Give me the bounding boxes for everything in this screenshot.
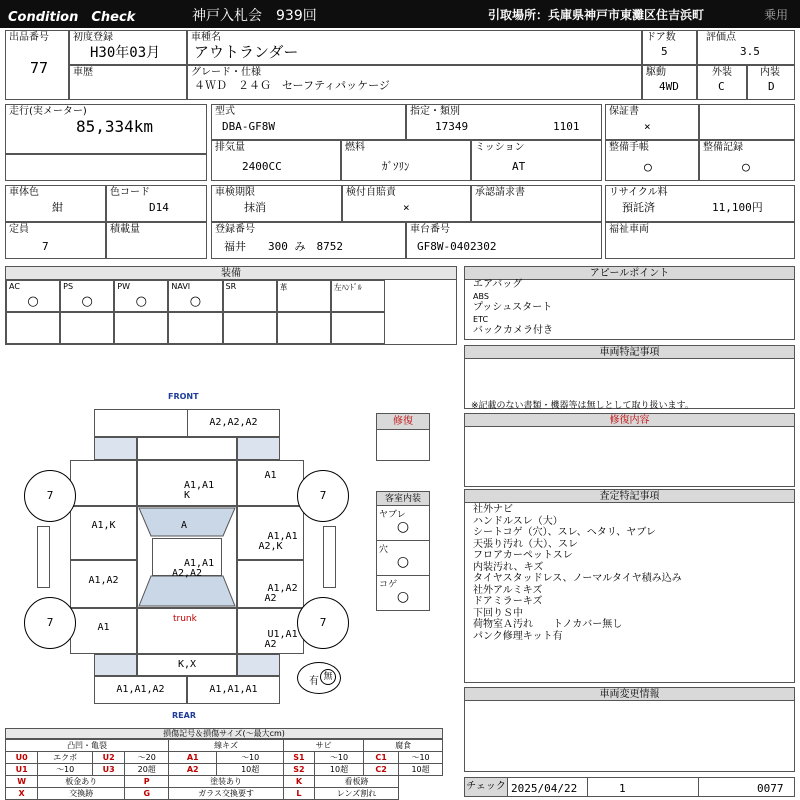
assessment-line: フロアカーペットスレ bbox=[473, 550, 573, 561]
check-num: 1 bbox=[619, 782, 626, 795]
plate: 福井 300 み 8752 bbox=[224, 240, 343, 253]
right-quarter: U1,A1 A2 bbox=[237, 608, 304, 654]
equipment-value: ○ bbox=[135, 294, 147, 309]
equipment-3 bbox=[168, 280, 222, 312]
cabin-item-label: ヤブレ bbox=[379, 510, 406, 520]
windshield-label: A bbox=[181, 520, 188, 531]
recycle-cell: リサイクル料 預託済 11,100円 bbox=[605, 185, 795, 222]
legend-group: 線キズ bbox=[169, 740, 284, 752]
record-cell: 整備記録 ○ bbox=[699, 140, 795, 181]
cabin-item-value: ○ bbox=[396, 554, 410, 570]
legend-code: U1 bbox=[6, 764, 38, 776]
chassis: GF8W-0402302 bbox=[417, 240, 497, 253]
drive-cell: 駆動 4WD bbox=[642, 65, 697, 100]
assessment-line: 下回りＳ中 bbox=[473, 607, 523, 619]
grade: ４ＷＤ ２４Ｇ セーフティパッケージ bbox=[194, 79, 390, 92]
equipment-title: 装備 bbox=[6, 267, 456, 280]
equipment-value: ○ bbox=[189, 294, 202, 309]
legend-code: K bbox=[284, 776, 315, 788]
auction-title: 神戸入札会 939回 bbox=[192, 8, 317, 24]
cabin-item-label: コゲ bbox=[379, 580, 398, 590]
doors-cell: ドア数 5 bbox=[642, 30, 697, 65]
spare-label: 有 bbox=[309, 676, 319, 687]
assessment-line: シートコゲ（穴）、スレ、ヘタリ、ヤブレ bbox=[473, 527, 656, 538]
equipment-label: 左ﾊﾝﾄﾞﾙ bbox=[333, 283, 362, 292]
capacity-cell: 定員 7 bbox=[5, 222, 106, 259]
class-cell: 指定・類別 17349 1101 bbox=[406, 104, 602, 140]
vehicle-category: 乗用 bbox=[764, 8, 789, 22]
equipment-label: PW bbox=[117, 282, 130, 291]
rear-bumper-right: A1,A1,A1 bbox=[187, 676, 280, 704]
trans-cell: ミッション AT bbox=[471, 140, 602, 181]
repair-panel bbox=[464, 413, 795, 487]
right-front-door: A1,A1 A2,K bbox=[237, 506, 304, 560]
capacity: 7 bbox=[42, 240, 49, 253]
equipment-label: 革 bbox=[279, 283, 288, 292]
recycle-fee: 11,100円 bbox=[712, 201, 763, 214]
trunk-label: trunk bbox=[173, 614, 197, 624]
equipment-extra-2 bbox=[114, 312, 168, 344]
load-cell: 積載量 bbox=[106, 222, 207, 259]
left-front-door: A1,K bbox=[70, 506, 137, 560]
rear-corner-right bbox=[237, 654, 280, 676]
mileage-cell: 走行(実メーター) 85,334km bbox=[5, 104, 207, 154]
changes-title: 車両変更情報 bbox=[465, 688, 794, 701]
equipment-extra-6 bbox=[331, 312, 385, 344]
special-title: 車両特記事項 bbox=[465, 346, 794, 359]
rear-corner-left bbox=[94, 654, 137, 676]
cabin-item bbox=[377, 506, 429, 541]
equipment-extra-1 bbox=[60, 312, 114, 344]
appeal-line: プッシュスタート bbox=[473, 302, 553, 313]
front-corner-right bbox=[237, 437, 280, 460]
special-panel bbox=[464, 345, 795, 409]
class-a: 17349 bbox=[435, 120, 469, 133]
legend-desc: 〜10 bbox=[314, 752, 363, 764]
repair-box-title: 修復 bbox=[377, 414, 429, 430]
left-quarter: A1 bbox=[70, 608, 137, 654]
legend-code: U2 bbox=[93, 752, 125, 764]
check-code: 0077 bbox=[757, 782, 784, 795]
model: DBA-GF8W bbox=[222, 120, 275, 133]
legend-desc: 〜10 bbox=[217, 752, 284, 764]
rear-bumper-left: A1,A1,A2 bbox=[94, 676, 187, 704]
approval-cell: 承認請求書 bbox=[471, 185, 602, 222]
warranty-cell: 保証書 × bbox=[605, 104, 699, 140]
check-row bbox=[464, 777, 795, 797]
legend-group: 凸凹・亀裂 bbox=[6, 740, 169, 752]
equipment-4 bbox=[223, 280, 277, 312]
spare-tire bbox=[297, 662, 341, 694]
warranty-blank bbox=[699, 104, 795, 140]
right-rear-door: A1,A2 A2 bbox=[237, 560, 304, 608]
lot-cell: 出品番号 77 bbox=[5, 30, 69, 100]
left-mirror bbox=[37, 526, 50, 588]
assessment-line: 天張り汚れ（大）、スレ bbox=[473, 538, 578, 550]
legend-group: 腐食 bbox=[364, 740, 443, 752]
tax: × bbox=[403, 201, 410, 214]
legend-group: サビ bbox=[284, 740, 364, 752]
tire-rear-left: 7 bbox=[24, 597, 76, 649]
roof: A1,A1 A2,A2 bbox=[152, 538, 222, 576]
check-date: 2025/04/22 bbox=[511, 782, 578, 795]
equipment-table bbox=[5, 266, 457, 345]
legend-code: C1 bbox=[364, 752, 399, 764]
cabin-item bbox=[377, 541, 429, 576]
damage-legend bbox=[5, 728, 443, 800]
mileage: 85,334km bbox=[76, 117, 154, 136]
manual: ○ bbox=[644, 160, 652, 175]
appeal-line: ETC bbox=[473, 314, 489, 324]
header-bar bbox=[0, 0, 800, 28]
equipment-extra-3 bbox=[168, 312, 222, 344]
assessment-line: 荷物室Ａ汚れ トノカバー無し bbox=[473, 619, 623, 630]
pickup-location: 引取場所：兵庫県神戸市東灘区住吉浜町 bbox=[488, 8, 705, 22]
cabin-title: 客室内装 bbox=[377, 492, 429, 506]
legend-code: U0 bbox=[6, 752, 38, 764]
equipment-label: PS bbox=[63, 282, 74, 291]
plate-cell: 登録番号 福井 300 み 8752 bbox=[211, 222, 406, 259]
legend-desc: ガラス交換要す bbox=[169, 788, 284, 800]
colorcode-cell: 色コード D14 bbox=[106, 185, 207, 222]
cabin-item-label: 穴 bbox=[379, 545, 389, 555]
repair-title: 修復内容 bbox=[465, 414, 794, 427]
legend-code: G bbox=[125, 788, 169, 800]
legend-desc: 交換跡 bbox=[38, 788, 125, 800]
front-light-area bbox=[137, 437, 237, 460]
front-bumper: A2,A2,A2 bbox=[187, 409, 280, 437]
inspection: 抹消 bbox=[244, 201, 266, 214]
legend-desc: 〜20 bbox=[125, 752, 169, 764]
legend-desc: 板金あり bbox=[38, 776, 125, 788]
assessment-line: ドアミラーキズ bbox=[473, 596, 543, 607]
legend-code: W bbox=[6, 776, 38, 788]
assessment-line: 内装汚れ、キズ bbox=[473, 561, 544, 573]
chassis-cell: 車台番号 GF8W-0402302 bbox=[406, 222, 602, 259]
equipment-label: AC bbox=[9, 282, 20, 291]
legend-desc: エクボ bbox=[38, 752, 93, 764]
legend-desc: 看板跡 bbox=[314, 776, 398, 788]
appeal-title: アピールポイント bbox=[465, 267, 794, 280]
legend-code: X bbox=[6, 788, 38, 800]
rear-gate: K,X bbox=[137, 654, 237, 676]
assessment-line: パンク修理キット有 bbox=[473, 630, 563, 642]
first-reg: H30年03月 bbox=[90, 45, 161, 61]
assessment-panel bbox=[464, 489, 795, 683]
front-label: FRONT bbox=[168, 392, 199, 401]
cabin-item-value: ○ bbox=[396, 519, 410, 535]
transmission: AT bbox=[512, 160, 526, 173]
score: 3.5 bbox=[740, 45, 760, 58]
recycle-status: 預託済 bbox=[622, 201, 655, 214]
hood: A1,A1 K bbox=[137, 460, 237, 506]
assessment-line: 社外ナビ bbox=[473, 504, 513, 515]
car-name: アウトランダー bbox=[194, 43, 299, 61]
appeal-line: ABS bbox=[473, 291, 489, 301]
legend-code: S1 bbox=[284, 752, 315, 764]
lot-number: 77 bbox=[30, 59, 49, 77]
legend-desc: 〜10 bbox=[38, 764, 93, 776]
legend-code: U3 bbox=[93, 764, 125, 776]
int-grade: D bbox=[768, 80, 775, 93]
legend-code: P bbox=[125, 776, 169, 788]
appeal-line: バックカメラ付き bbox=[473, 325, 553, 336]
right-mirror bbox=[323, 526, 336, 588]
disp-cell: 排気量 2400CC bbox=[211, 140, 341, 181]
equipment-label: SR bbox=[225, 282, 237, 291]
right-fender: A1 bbox=[237, 460, 304, 506]
equipment-5 bbox=[277, 280, 331, 312]
appeal-panel bbox=[464, 266, 795, 340]
legend-desc: レンズ割れ bbox=[314, 788, 398, 800]
assessment-line: タイヤスタッドレス、ノーマルタイヤ積み込み bbox=[473, 573, 682, 584]
equipment-value: ○ bbox=[27, 294, 39, 309]
fuel-cell: 燃料 ｶﾞｿﾘﾝ bbox=[341, 140, 471, 181]
equipment-label: NAVI bbox=[171, 282, 191, 291]
rear-label: REAR bbox=[172, 711, 196, 720]
manual-cell: 整備手帳 ○ bbox=[605, 140, 699, 181]
cabin-item bbox=[377, 576, 429, 611]
color-code: D14 bbox=[149, 201, 169, 214]
front-bumper-left bbox=[94, 409, 188, 437]
cabin-item-value: ○ bbox=[396, 589, 410, 605]
equipment-2 bbox=[114, 280, 168, 312]
left-rear-door: A1,A2 bbox=[70, 560, 137, 608]
changes-panel bbox=[464, 687, 795, 772]
equipment-6 bbox=[331, 280, 385, 312]
check-label: チェック bbox=[465, 778, 508, 796]
equipment-extra-5 bbox=[277, 312, 331, 344]
history-cell: 車歴 bbox=[69, 65, 187, 100]
spare-icon: 無 bbox=[320, 669, 336, 685]
first-reg-cell: 初度登録 H30年03月 bbox=[69, 30, 187, 65]
fuel: ｶﾞｿﾘﾝ bbox=[382, 160, 410, 173]
equipment-extra-4 bbox=[223, 312, 277, 344]
tire-front-right: 7 bbox=[297, 470, 349, 522]
doors: 5 bbox=[661, 45, 668, 58]
welfare-cell: 福祉車両 bbox=[605, 222, 795, 259]
legend-code: L bbox=[284, 788, 315, 800]
mileage-sub bbox=[5, 154, 207, 181]
assessment-line: 社外アルミキズ bbox=[473, 584, 543, 596]
ext-grade: C bbox=[718, 80, 725, 93]
inspection-cell: 車検期限 抹消 bbox=[211, 185, 342, 222]
left-fender bbox=[70, 460, 137, 506]
displacement: 2400CC bbox=[242, 160, 282, 173]
assessment-title: 査定特記事項 bbox=[465, 490, 794, 503]
grade-cell: グレード・仕様 ４ＷＤ ２４Ｇ セーフティパッケージ bbox=[187, 65, 642, 100]
equipment-value: ○ bbox=[81, 294, 93, 309]
legend-desc: 10超 bbox=[314, 764, 363, 776]
front-corner-left bbox=[94, 437, 137, 460]
record: ○ bbox=[742, 160, 750, 175]
tire-rear-right: 7 bbox=[297, 597, 349, 649]
legend-code: A1 bbox=[169, 752, 217, 764]
cabin-box bbox=[376, 491, 430, 611]
legend-desc: 10超 bbox=[217, 764, 284, 776]
score-cell: 評価点 3.5 bbox=[697, 30, 795, 65]
warranty: × bbox=[644, 120, 651, 133]
legend-desc: 10超 bbox=[399, 764, 443, 776]
repair-box bbox=[376, 413, 430, 461]
equipment-0 bbox=[6, 280, 60, 312]
legend-code: A2 bbox=[169, 764, 217, 776]
class-b: 1101 bbox=[553, 120, 580, 133]
tax-cell: 検付自賠責 × bbox=[342, 185, 471, 222]
ext-cell: 外装 C bbox=[697, 65, 747, 100]
car-name-cell: 車種名 アウトランダー bbox=[187, 30, 642, 65]
int-cell: 内装 D bbox=[747, 65, 795, 100]
legend-desc: 20超 bbox=[125, 764, 169, 776]
body-color: 紺 bbox=[52, 201, 63, 214]
legend-title: 損傷記号＆損傷サイズ(〜最大cm) bbox=[5, 728, 443, 739]
equipment-1 bbox=[60, 280, 114, 312]
color-cell: 車体色 紺 bbox=[5, 185, 106, 222]
drive: 4WD bbox=[659, 80, 679, 93]
appeal-line: エアバッグ bbox=[473, 279, 523, 290]
legend-code: S2 bbox=[284, 764, 315, 776]
legend-desc: 〜10 bbox=[399, 752, 443, 764]
special-note: ※記載のない書類・機器等は無しとして取り扱います。 bbox=[471, 401, 694, 411]
legend-code: C2 bbox=[364, 764, 399, 776]
brand-title: Condition Check bbox=[8, 10, 136, 25]
tire-front-left: 7 bbox=[24, 470, 76, 522]
legend-desc: 塗装あり bbox=[169, 776, 284, 788]
assessment-line: ハンドルスレ（大） bbox=[473, 515, 563, 527]
model-cell: 型式 DBA-GF8W bbox=[211, 104, 406, 140]
equipment-extra-0 bbox=[6, 312, 60, 344]
